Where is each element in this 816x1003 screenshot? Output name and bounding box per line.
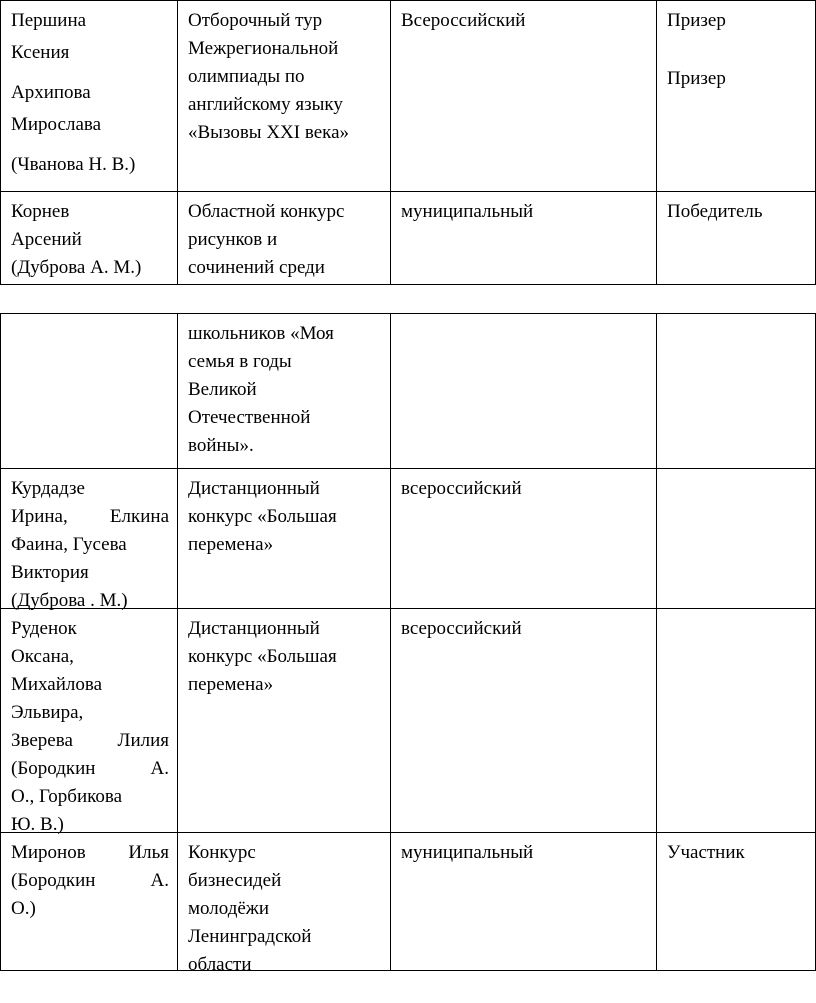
cell-line: молодёжи <box>188 898 270 919</box>
table-row <box>1 314 815 468</box>
cell-line: Ю. В.) <box>11 814 64 835</box>
cell-event <box>177 609 390 833</box>
cell-line: Призер <box>667 10 726 31</box>
cell-line: конкурс «Большая <box>188 506 337 527</box>
table-row <box>1 1 815 191</box>
cell-line: Конкурс <box>188 842 256 863</box>
cell-line: Михайлова <box>11 674 103 695</box>
cell-line: муниципальный <box>401 842 534 863</box>
cell-line: Победитель <box>667 201 763 222</box>
table-row <box>1 832 815 975</box>
cell-line: Всероссийский <box>401 10 526 31</box>
cell-line: войны». <box>188 435 254 456</box>
cell-line: Межрегиональной <box>188 38 339 59</box>
cell-line: области <box>188 954 252 975</box>
cell-participants <box>1 314 177 468</box>
cell-line: (Бородкин А. <box>11 758 169 779</box>
cell-line: сочинений среди <box>188 257 325 278</box>
cell-line: Курдадзе <box>11 478 85 499</box>
cell-participants <box>1 192 177 285</box>
cell-line: Участник <box>667 842 745 863</box>
cell-level <box>390 192 656 285</box>
cell-level <box>390 1 656 191</box>
cell-line: муниципальный <box>401 201 534 222</box>
cell-line: Отечественной <box>188 407 311 428</box>
cell-line: (Дуброва А. М.) <box>11 257 142 278</box>
cell-result <box>656 833 815 971</box>
cell-line: всероссийский <box>401 478 522 499</box>
cell-line: «Вызовы XXI века» <box>188 122 350 143</box>
cell-line: (Дуброва . М.) <box>11 590 128 611</box>
cell-line: Областной конкурс <box>188 201 345 222</box>
cell-line: бизнесидей <box>188 870 282 891</box>
cell-event <box>177 192 390 285</box>
cell-event <box>177 833 390 975</box>
cell-line: Призер <box>667 68 726 89</box>
cell-line: всероссийский <box>401 618 522 639</box>
cell-event <box>177 1 390 191</box>
cell-line: Великой <box>188 379 257 400</box>
cell-participants <box>1 833 177 971</box>
cell-line: английскому языку <box>188 94 343 115</box>
cell-line: Корнев <box>11 201 70 222</box>
cell-line: (Бородкин А. <box>11 870 169 891</box>
cell-result <box>656 314 815 468</box>
cell-line: олимпиады по <box>188 66 305 87</box>
cell-line: (Чванова Н. В.) <box>11 154 136 175</box>
cell-line: рисунков и <box>188 229 278 250</box>
cell-line: Арсений <box>11 229 82 250</box>
participants-table-bottom <box>0 313 816 975</box>
cell-line: перемена» <box>188 534 274 555</box>
cell-participants <box>1 609 177 833</box>
cell-line: Архипова <box>11 82 91 103</box>
cell-line: Виктория <box>11 562 89 583</box>
cell-line: Мирослава <box>11 114 102 135</box>
cell-result <box>656 609 815 833</box>
cell-line: Зверева Лилия <box>11 730 169 751</box>
cell-event <box>177 314 390 468</box>
cell-result <box>656 1 815 191</box>
cell-line: Руденок <box>11 618 77 639</box>
cell-line: семья в годы <box>188 351 292 372</box>
cell-line: Эльвира, <box>11 702 84 723</box>
table-row <box>1 468 815 609</box>
cell-line: Отборочный тур <box>188 10 323 31</box>
cell-event <box>177 469 390 609</box>
cell-line: Дистанционный <box>188 618 320 639</box>
cell-line: Ленинградской <box>188 926 312 947</box>
cell-line: Дистанционный <box>188 478 320 499</box>
cell-level <box>390 609 656 833</box>
cell-result <box>656 469 815 609</box>
cell-participants <box>1 1 177 191</box>
table-row <box>1 191 815 285</box>
table-row <box>1 608 815 833</box>
cell-line: О., Горбикова <box>11 786 123 807</box>
cell-line: перемена» <box>188 674 274 695</box>
cell-participants <box>1 469 177 609</box>
cell-line: школьников «Моя <box>188 323 334 344</box>
cell-line: Миронов Илья <box>11 842 169 863</box>
cell-line: Ксения <box>11 42 70 63</box>
cell-level <box>390 314 656 468</box>
participants-table-top <box>0 0 816 285</box>
cell-line: Ирина, Елкина <box>11 506 169 527</box>
cell-line: Оксана, <box>11 646 74 667</box>
cell-line: Першина <box>11 10 87 31</box>
cell-result <box>656 192 815 285</box>
cell-line: Фаина, Гусева <box>11 534 127 555</box>
cell-line: О.) <box>11 898 36 919</box>
cell-line: конкурс «Большая <box>188 646 337 667</box>
cell-level <box>390 469 656 609</box>
cell-level <box>390 833 656 971</box>
